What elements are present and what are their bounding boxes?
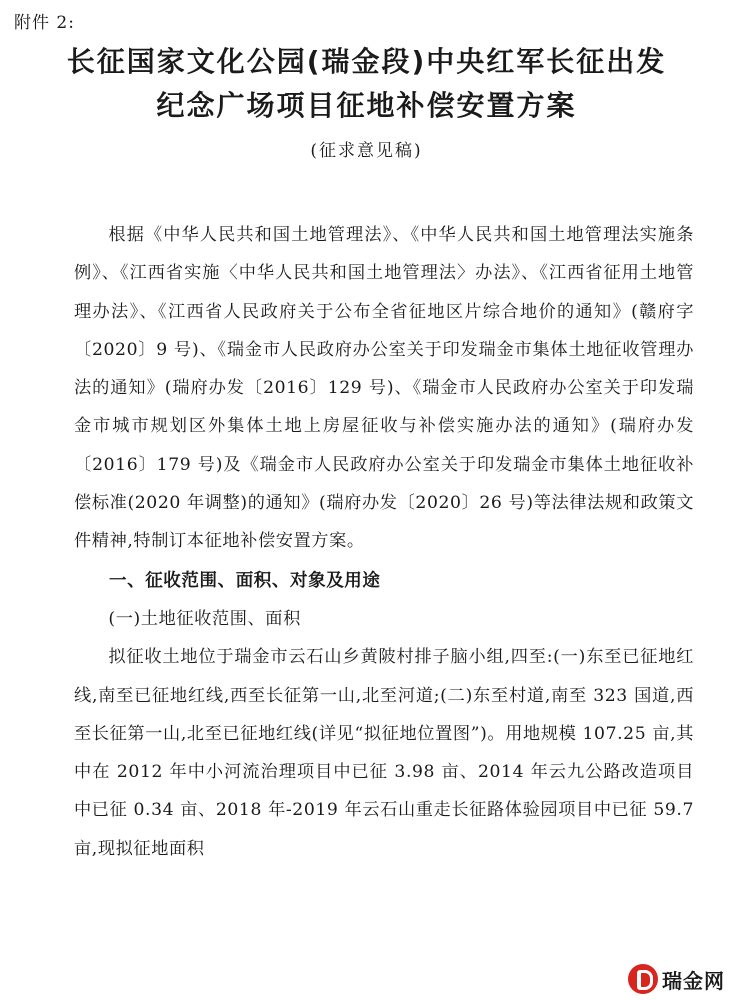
attachment-label: 附件 2: (14, 13, 75, 33)
section-heading: 一、征收范围、面积、对象及用途 (109, 570, 381, 591)
intro-paragraph: 根据《中华人民共和国土地管理法》、《中华人民共和国土地管理法实施条例》、《江西省实施〈中华人民共和国土地管理法〉办法》、《江西省征用土地管理办法》、《江西省人民政府关于公布全省征地区片综合地价的通知》(赣府字〔2020〕9 号)、《瑞金市人民政府办公室关于印发瑞金市集体土地征收管理办法的通知》(瑞府办发〔2016〕129 号)、《瑞金市人民政府办公室关于印发瑞金市城市规划区外集体土地上房屋征收与补偿实施办法的通知》(瑞府办发〔2016〕179 号)及《瑞金市人民政府办公室关于印发瑞金市集体土地征收补偿标准(2020 年调整)的通知》(瑞府办发〔2020〕26 号)等法律法规和政策文件精神,特制订本征地补偿安置方案。 (74, 225, 694, 552)
scope-paragraph: 拟征收土地位于瑞金市云石山乡黄陂村排子脑小组,四至:(一)东至已征地红线,南至已征地红线,西至长征第一山,北至河道;(二)东至村道,南至 323 国道,西至长征第一山,北至已征地红线(详见“拟征地位置图”)。用地规模 107.25 亩,其中在 2012 年中小河流治理项目中已征 3.98 亩、2014 年云九公路改造项目中已征 0.34 亩、2018 年-2019 年云石山重走长征路体验园项目中已征 59.7 亩,现拟征地面积 (74, 647, 694, 859)
document-body (74, 216, 694, 868)
document-title-line-1: 长征国家文化公园(瑞金段)中央红军长征出发 (66, 45, 667, 78)
site-watermark (628, 964, 725, 994)
ruijin-logo-icon (628, 964, 658, 994)
document-title-line-2: 纪念广场项目征地补偿安置方案 (156, 89, 577, 122)
subsection-heading: (一)土地征收范围、面积 (108, 608, 301, 629)
watermark-site-name: 瑞金网 (662, 968, 725, 993)
document-subtitle: (征求意见稿) (310, 141, 423, 161)
